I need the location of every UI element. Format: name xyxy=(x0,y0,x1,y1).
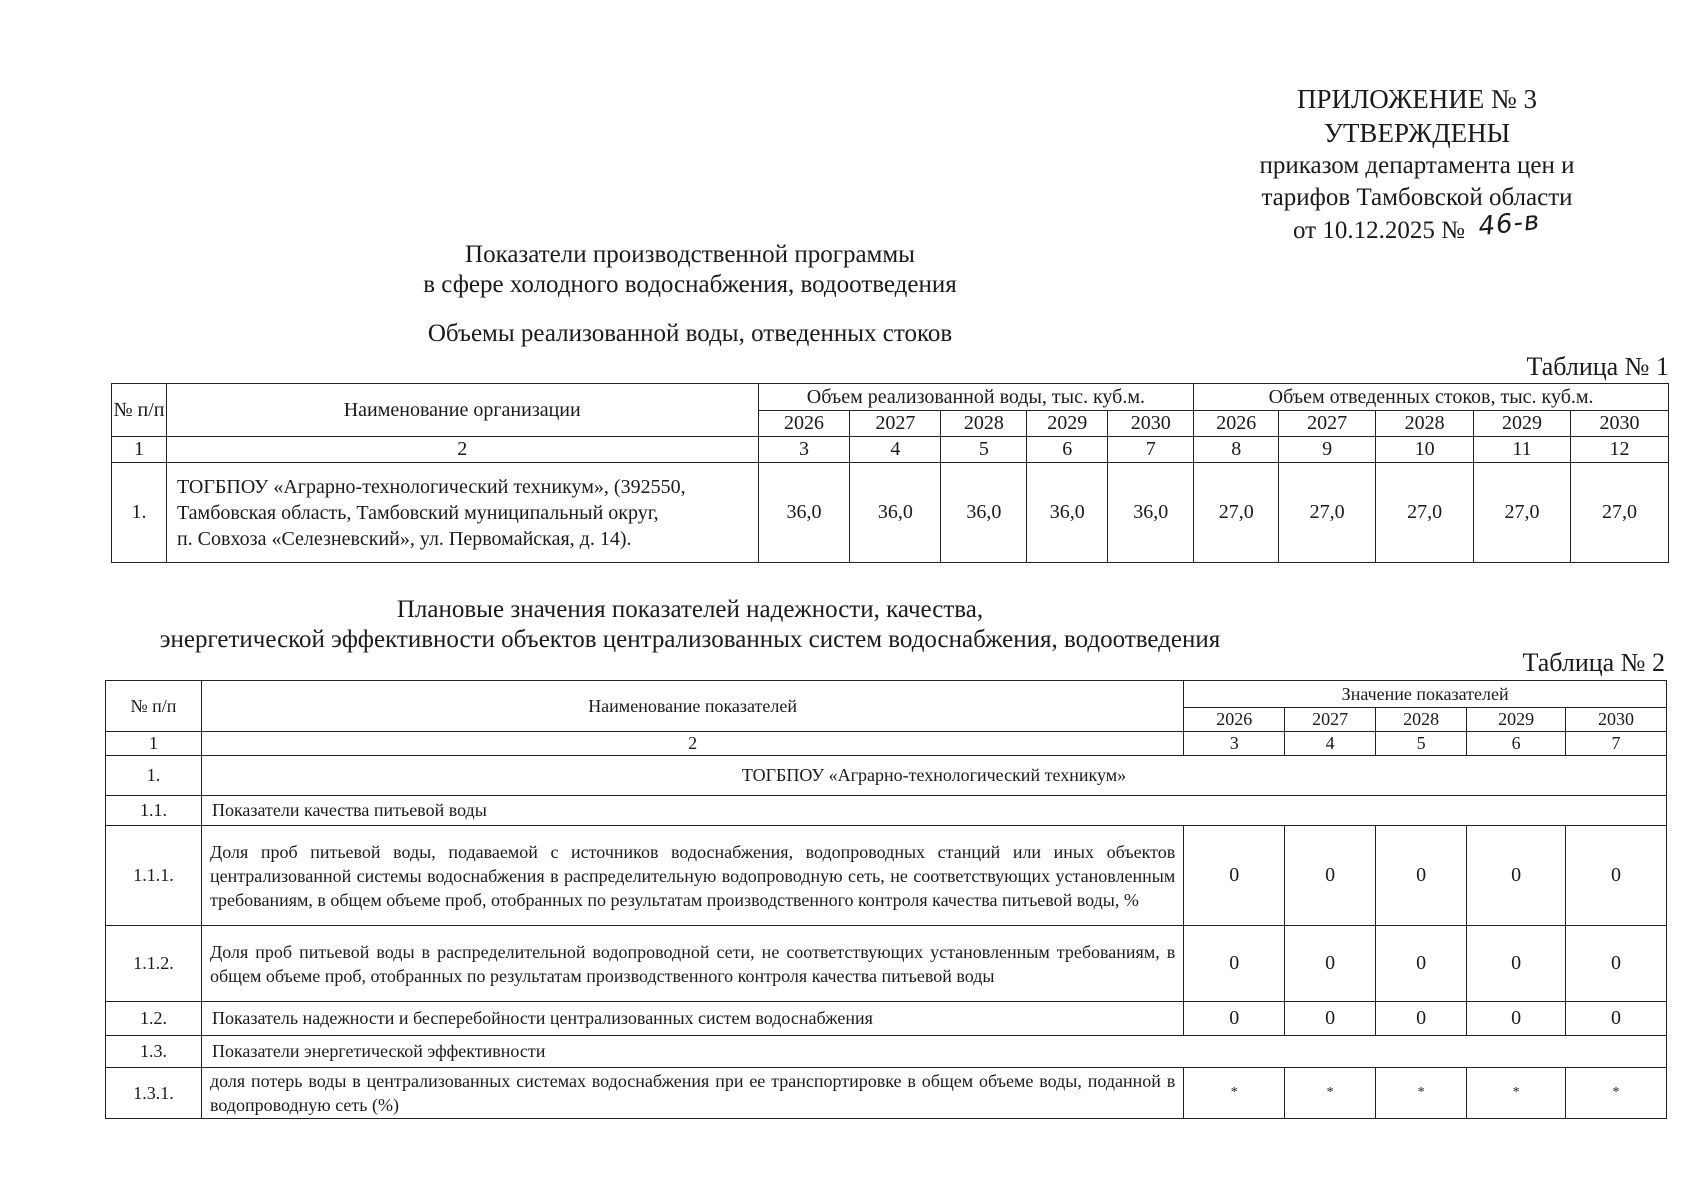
indicators-table xyxy=(105,680,1667,1119)
col-header-water: Объем реализованной воды, тыс. куб.м. xyxy=(758,384,1194,411)
sewage-value: 27,0 xyxy=(1194,463,1279,563)
indicator-value: 0 xyxy=(1376,926,1467,1002)
appendix-title: ПРИЛОЖЕНИЕ № 3 xyxy=(1296,84,1538,114)
col-number: 6 xyxy=(1027,437,1108,463)
table1-label: Таблица № 1 xyxy=(1526,352,1669,381)
year-header: 2028 xyxy=(941,411,1027,437)
year-header: 2030 xyxy=(1571,411,1669,437)
indicator-value: 0 xyxy=(1376,1002,1467,1036)
col-number: 4 xyxy=(850,437,941,463)
indicator-value: 0 xyxy=(1285,1002,1376,1036)
main-heading-line-1: Показатели производственной программы xyxy=(465,241,915,268)
sewage-value: 27,0 xyxy=(1279,463,1376,563)
col-number: 11 xyxy=(1474,437,1571,463)
indicator-value: * xyxy=(1184,1068,1285,1119)
year-header: 2026 xyxy=(758,411,850,437)
col-number: 6 xyxy=(1467,732,1566,756)
sewage-value: 27,0 xyxy=(1474,463,1571,563)
year-header: 2028 xyxy=(1376,708,1467,732)
appendix-block xyxy=(1207,82,1627,247)
section1-title: Объемы реализованной воды, отведенных стоков xyxy=(427,320,953,347)
water-value: 36,0 xyxy=(758,463,850,563)
volumes-table xyxy=(111,383,1669,563)
table2-label: Таблица № 2 xyxy=(1522,648,1665,677)
indicator-value: * xyxy=(1376,1068,1467,1119)
org-name xyxy=(166,463,758,563)
col-number: 1 xyxy=(106,732,202,756)
year-header: 2030 xyxy=(1108,411,1194,437)
indicator-value: 0 xyxy=(1184,826,1285,926)
year-header: 2029 xyxy=(1474,411,1571,437)
col-header-org: Наименование организации xyxy=(166,384,758,437)
col-number: 2 xyxy=(166,437,758,463)
table-row xyxy=(106,1068,1667,1119)
water-value: 36,0 xyxy=(1027,463,1108,563)
indicator-value: 0 xyxy=(1184,926,1285,1002)
org-name-line-3: п. Совхоза «Селезневский», ул. Первомайская, д. 14). xyxy=(176,527,632,550)
column-number-row xyxy=(106,732,1667,756)
year-header: 2027 xyxy=(1279,411,1376,437)
indicator-value: 0 xyxy=(1184,1002,1285,1036)
col-number: 1 xyxy=(112,437,167,463)
indicator-value: 0 xyxy=(1467,926,1566,1002)
indicator-value: * xyxy=(1566,1068,1667,1119)
indicator-value: 0 xyxy=(1566,926,1667,1002)
order-line-1: приказом департамента цен и xyxy=(1259,152,1575,179)
indicator-value: 0 xyxy=(1285,826,1376,926)
year-header: 2030 xyxy=(1566,708,1667,732)
indicator-name: доля потерь воды в централизованных системах водоснабжения при ее транспортировке в общем объеме воды, поданной в водопроводную сеть (%) xyxy=(201,1068,1183,1119)
indicator-value: 0 xyxy=(1376,826,1467,926)
col-header-sewage: Объем отведенных стоков, тыс. куб.м. xyxy=(1194,384,1669,411)
col-number: 7 xyxy=(1108,437,1194,463)
row-num: 1.1. xyxy=(106,796,202,826)
year-header: 2027 xyxy=(1285,708,1376,732)
year-header: 2028 xyxy=(1376,411,1474,437)
order-date: от 10.12.2025 № xyxy=(1293,217,1465,244)
row-num: 1. xyxy=(106,756,202,796)
table-row xyxy=(106,1002,1667,1036)
indicator-value: 0 xyxy=(1467,1002,1566,1036)
row-num: 1.1.2. xyxy=(106,926,202,1002)
year-header: 2026 xyxy=(1184,708,1285,732)
col-number: 5 xyxy=(1376,732,1467,756)
section2-title-line-2: энергетической эффективности объектов централизованных систем водоснабжения, водоотведения xyxy=(159,626,1221,653)
org-name: ТОГБПОУ «Аграрно-технологический техникум» xyxy=(201,756,1666,796)
col-number: 2 xyxy=(201,732,1183,756)
group-name: Показатели качества питьевой воды xyxy=(201,796,1666,826)
col-number: 5 xyxy=(941,437,1027,463)
row-num: 1.1.1. xyxy=(106,826,202,926)
indicator-value: 0 xyxy=(1285,926,1376,1002)
main-heading xyxy=(0,240,1380,300)
indicator-name: Показатель надежности и бесперебойности централизованных систем водоснабжения xyxy=(201,1002,1183,1036)
col-header-num: № п/п xyxy=(106,681,202,732)
indicator-value: 0 xyxy=(1566,826,1667,926)
col-header-name: Наименование показателей xyxy=(201,681,1183,732)
indicator-value: * xyxy=(1467,1068,1566,1119)
col-number: 10 xyxy=(1376,437,1474,463)
col-number: 3 xyxy=(758,437,850,463)
section2-title-line-1: Плановые значения показателей надежности, качества, xyxy=(396,596,984,623)
year-header: 2026 xyxy=(1194,411,1279,437)
year-header: 2027 xyxy=(850,411,941,437)
col-number: 12 xyxy=(1571,437,1669,463)
water-value: 36,0 xyxy=(941,463,1027,563)
col-number: 8 xyxy=(1194,437,1279,463)
column-number-row xyxy=(112,437,1669,463)
col-number: 7 xyxy=(1566,732,1667,756)
approved-label: УТВЕРЖДЕНЫ xyxy=(1323,118,1511,148)
section2-title xyxy=(0,595,1380,655)
table-row xyxy=(112,463,1669,563)
row-num: 1.3. xyxy=(106,1036,202,1068)
table-row xyxy=(106,826,1667,926)
col-number: 3 xyxy=(1184,732,1285,756)
table-row xyxy=(106,926,1667,1002)
order-line-2: тарифов Тамбовской области xyxy=(1261,184,1573,211)
col-number: 9 xyxy=(1279,437,1376,463)
order-number-handwritten: 46-в xyxy=(1477,205,1542,243)
indicator-value: 0 xyxy=(1467,826,1566,926)
water-value: 36,0 xyxy=(850,463,941,563)
row-num: 1. xyxy=(112,463,167,563)
col-header-values: Значение показателей xyxy=(1184,681,1667,708)
indicator-value: 0 xyxy=(1566,1002,1667,1036)
group-name: Показатели энергетической эффективности xyxy=(201,1036,1666,1068)
row-num: 1.3.1. xyxy=(106,1068,202,1119)
indicator-name: Доля проб питьевой воды в распределительной водопроводной сети, не соответствующих установленным требованиям, в общем объеме проб, отобранных по результатам производственного контроля качества питьевой воды xyxy=(201,926,1183,1002)
group-row xyxy=(106,1036,1667,1068)
row-num: 1.2. xyxy=(106,1002,202,1036)
year-header: 2029 xyxy=(1027,411,1108,437)
year-header: 2029 xyxy=(1467,708,1566,732)
col-header-num: № п/п xyxy=(112,384,167,437)
indicator-value: * xyxy=(1285,1068,1376,1119)
col-number: 4 xyxy=(1285,732,1376,756)
sewage-value: 27,0 xyxy=(1571,463,1669,563)
group-row xyxy=(106,796,1667,826)
sewage-value: 27,0 xyxy=(1376,463,1474,563)
org-name-line-2: Тамбовская область, Тамбовский муниципальный округ, xyxy=(176,501,659,524)
indicator-name: Доля проб питьевой воды, подаваемой с источников водоснабжения, водопроводных станций или иных объектов централизованной системы водоснабжения в распределительную водопроводную сеть, не соответствующих установленным требованиям, в общем объеме проб, отобранных по результатам производственного контроля качества питьевой воды, % xyxy=(201,826,1183,926)
org-name-line-1: ТОГБПОУ «Аграрно-технологический техникум», (392550, xyxy=(176,475,686,498)
main-heading-line-2: в сфере холодного водоснабжения, водоотведения xyxy=(423,271,957,298)
water-value: 36,0 xyxy=(1108,463,1194,563)
org-row xyxy=(106,756,1667,796)
